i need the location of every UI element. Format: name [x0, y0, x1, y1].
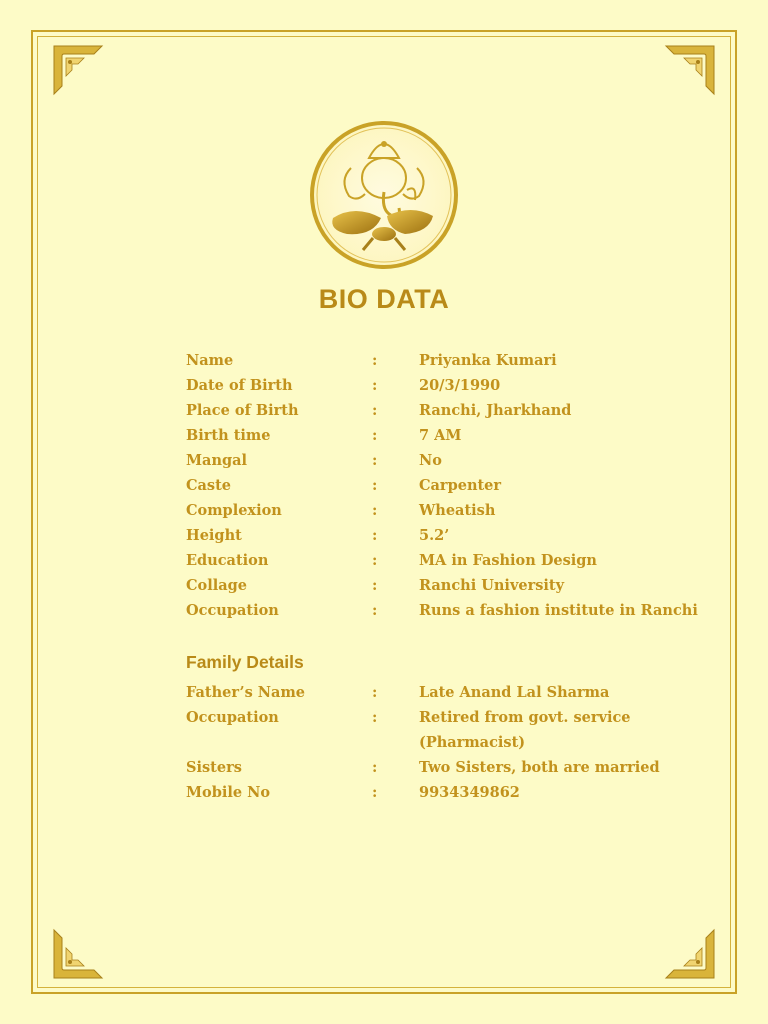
separator: :: [372, 709, 378, 726]
detail-value: (Pharmacist): [419, 734, 526, 751]
detail-label: Name: [186, 352, 234, 369]
detail-row: [0, 781, 768, 806]
detail-value: Late Anand Lal Sharma: [419, 684, 610, 701]
detail-row: [0, 474, 768, 499]
detail-value: Ranchi University: [419, 577, 565, 594]
separator: :: [372, 427, 378, 444]
separator: :: [372, 552, 378, 569]
detail-label: Birth time: [186, 427, 271, 444]
ganesha-emblem-icon: [303, 120, 465, 270]
separator: :: [372, 452, 378, 469]
detail-label: Occupation: [186, 602, 279, 619]
detail-row: [0, 499, 768, 524]
separator: :: [372, 477, 378, 494]
detail-value: 7 AM: [419, 427, 462, 444]
separator: :: [372, 602, 378, 619]
detail-row: [0, 349, 768, 374]
detail-row: [0, 449, 768, 474]
detail-label: Place of Birth: [186, 402, 299, 419]
separator: :: [372, 684, 378, 701]
detail-label: Education: [186, 552, 269, 569]
separator: :: [372, 784, 378, 801]
detail-row: [0, 374, 768, 399]
detail-label: Height: [186, 527, 242, 544]
separator: :: [372, 502, 378, 519]
corner-ornament-icon: [662, 926, 718, 982]
detail-row-continuation: [0, 731, 768, 756]
detail-label: Caste: [186, 477, 232, 494]
detail-value: 9934349862: [419, 784, 520, 801]
family-details-list: [0, 681, 768, 806]
detail-value: Ranchi, Jharkhand: [419, 402, 572, 419]
detail-label: Mangal: [186, 452, 248, 469]
detail-label: Occupation: [186, 709, 279, 726]
page-title: BIO DATA: [318, 284, 450, 314]
personal-details-list: [0, 349, 768, 624]
detail-value: No: [419, 452, 442, 469]
family-details-heading: Family Details: [186, 652, 304, 672]
detail-row: [0, 549, 768, 574]
detail-row: [0, 681, 768, 706]
detail-row: [0, 706, 768, 731]
detail-row: [0, 399, 768, 424]
detail-label: Father’s Name: [186, 684, 306, 701]
detail-row: [0, 574, 768, 599]
detail-value: Retired from govt. service: [419, 709, 631, 726]
separator: :: [372, 577, 378, 594]
detail-value: Runs a fashion institute in Ranchi: [419, 602, 698, 619]
corner-ornament-icon: [662, 42, 718, 98]
detail-value: Priyanka Kumari: [419, 352, 557, 369]
separator: :: [372, 352, 378, 369]
detail-label: Date of Birth: [186, 377, 293, 394]
separator: :: [372, 377, 378, 394]
detail-label: Mobile No: [186, 784, 271, 801]
detail-value: 20/3/1990: [419, 377, 501, 394]
separator: :: [372, 759, 378, 776]
detail-value: Carpenter: [419, 477, 502, 494]
detail-value: MA in Fashion Design: [419, 552, 597, 569]
detail-row: [0, 524, 768, 549]
detail-row: [0, 424, 768, 449]
detail-value: Wheatish: [419, 502, 496, 519]
detail-row: [0, 599, 768, 624]
corner-ornament-icon: [50, 42, 106, 98]
separator: :: [372, 402, 378, 419]
detail-value: 5.2’: [419, 527, 450, 544]
detail-value: Two Sisters, both are married: [419, 759, 660, 776]
detail-label: Sisters: [186, 759, 242, 776]
corner-ornament-icon: [50, 926, 106, 982]
detail-label: Complexion: [186, 502, 282, 519]
detail-label: Collage: [186, 577, 247, 594]
separator: :: [372, 527, 378, 544]
detail-row: [0, 756, 768, 781]
